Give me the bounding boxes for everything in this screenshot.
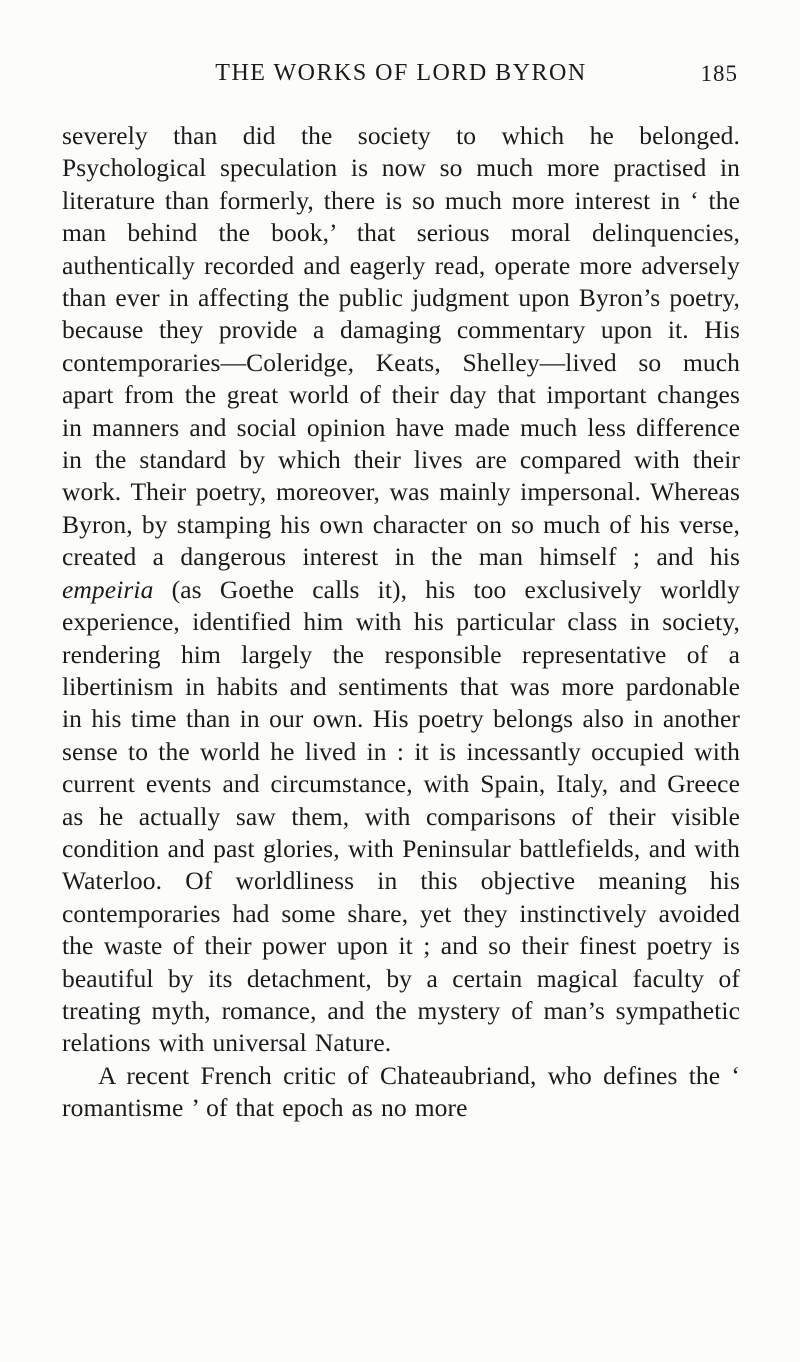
text-run: (as Goethe calls it), his too exclusively worldly experience, identified him with his particular class in society, rendering him largely the responsible representative of a libertinism in habits and sentiments that was more pardonable in his time than in our own. His poetry belongs also in another sense to the world he lived in : it is incessantly occupied with current events and circumstance, with Spain, Italy, and Greece as he actually saw them, with comparisons of their visible condition and past glories, with Peninsular battlefields, and with Waterloo. Of worldliness in this objective meaning his contemporaries had some share, yet they instinctively avoided the waste of their power upon it ; and so their finest poetry is beautiful by its detachment, by a certain magical faculty of treating myth, romance, and the mystery of man’s sympathetic relations with universal Nature. xyxy=(62,574,740,1058)
page-number: 185 xyxy=(700,61,738,86)
paragraph xyxy=(62,120,740,1060)
paragraph xyxy=(62,1060,740,1125)
text-run: severely than did the society to which he belonged. Psychological speculation is now so much more practised in literature than formerly, there is so much more interest in ‘ the man behind the book,’ that serious moral delinquencies, authentically recorded and eagerly read, operate more adversely than ever in affecting the public judgment upon Byron’s poetry, because they provide a damaging commentary upon it. His contemporaries—Coleridge, Keats, Shelley—lived so much apart from the great world of their day that important changes in manners and social opinion have made much less difference in the standard by which their lives are compared with their work. Their poetry, moreover, was mainly impersonal. Whereas Byron, by stamping his own character on so much of his verse, created a dangerous interest in the man himself ; and his xyxy=(62,121,740,572)
italic-term: empeiria xyxy=(62,574,154,604)
text-run: A recent French critic of Chateaubriand, who defines the ‘ romantisme ’ of that epoch as no more xyxy=(62,1060,740,1123)
page-body xyxy=(62,120,740,1125)
page-header xyxy=(62,60,740,94)
running-title: THE WORKS OF LORD BYRON xyxy=(215,60,587,86)
